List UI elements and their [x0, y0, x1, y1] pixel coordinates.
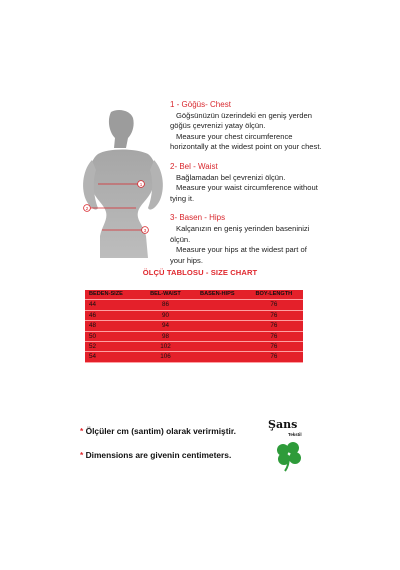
table-row [85, 321, 303, 331]
cell-hips [190, 352, 245, 362]
table-row [85, 300, 303, 310]
cell-waist: 102 [141, 342, 190, 352]
size-chart-title: ÖLÇÜ TABLOSU - SIZE CHART [142, 268, 258, 277]
header-waist: BEL-WAIST [141, 290, 190, 300]
cell-length: 76 [245, 300, 303, 310]
note-text: Dimensions are givenin centimeters. [85, 450, 232, 460]
cell-hips [190, 321, 245, 331]
cell-waist: 94 [141, 321, 190, 331]
table-row [85, 310, 303, 320]
marker-2 [84, 205, 91, 212]
header-hips: BASEN-HIPS [190, 290, 245, 300]
clover-icon [274, 440, 304, 472]
measure-hips-line: Measure your hips at the widest part of [176, 245, 307, 255]
table-row [85, 352, 303, 362]
measure-chest-line: göğüs çevrenizi yatay ölçün. [170, 121, 266, 131]
marker-1 [138, 181, 145, 188]
cell-size: 46 [85, 310, 141, 320]
size-table [85, 290, 303, 363]
cell-length: 76 [245, 310, 303, 320]
header-size: BEDEN-SIZE [85, 290, 141, 300]
cell-size: 44 [85, 300, 141, 310]
header-length: BOY-LENGTH [245, 290, 303, 300]
note-star: * [80, 426, 84, 436]
cell-hips [190, 300, 245, 310]
measure-hips-line: your hips. [170, 255, 203, 265]
marker-1-label: 1 [139, 182, 143, 187]
cell-hips [190, 342, 245, 352]
marker-2-label: 2 [85, 206, 89, 211]
measure-chest-line: Measure your chest circumference [176, 131, 293, 141]
measure-hips [170, 213, 390, 266]
measure-chest-line: Göğsünüzün üzerindeki en geniş yerden [176, 110, 312, 120]
measure-hips-line: Kalçanızın en geniş yerinden baseninizi [176, 223, 310, 233]
cell-hips [190, 310, 245, 320]
measure-hips-line: ölçün. [170, 234, 191, 244]
note-turkish [80, 426, 236, 436]
cell-size: 54 [85, 352, 141, 362]
table-row [85, 331, 303, 341]
measure-waist [170, 162, 390, 204]
table-header-row [85, 290, 303, 300]
note-english [80, 450, 231, 460]
cell-hips [190, 331, 245, 341]
measure-chest-title: 1 - Göğüs- Chest [170, 100, 231, 109]
cell-size: 48 [85, 321, 141, 331]
cell-size: 50 [85, 331, 141, 341]
cell-size: 52 [85, 342, 141, 352]
measurement-instructions [170, 100, 390, 271]
note-text: Ölçüler cm (santim) olarak verirmiştir. [85, 426, 236, 436]
cell-waist: 98 [141, 331, 190, 341]
measure-waist-title: 2- Bel - Waist [170, 161, 218, 171]
measure-chest-line: horizontally at the widest point on your chest. [170, 142, 322, 152]
cell-length: 76 [245, 331, 303, 341]
cell-length: 76 [245, 342, 303, 352]
mannequin-figure [78, 108, 168, 258]
table-row [85, 342, 303, 352]
note-star: * [80, 450, 84, 460]
measure-chest [170, 100, 390, 153]
cell-waist: 106 [141, 352, 190, 362]
measure-waist-line: Measure your waist circumference without [176, 183, 318, 193]
measure-hips-title: 3- Basen - Hips [170, 213, 226, 223]
cell-length: 76 [245, 352, 303, 362]
measure-waist-line: Bağlamadan bel çevrenizi ölçün. [176, 172, 286, 182]
marker-3-label: 3 [143, 228, 147, 233]
marker-3 [142, 227, 149, 234]
cell-length: 76 [245, 321, 303, 331]
cell-waist: 86 [141, 300, 190, 310]
brand-logo-sub: Tekstil [288, 432, 302, 437]
measure-waist-line: tying it. [170, 193, 195, 203]
cell-waist: 90 [141, 310, 190, 320]
brand-logo-word: Şans [268, 418, 298, 431]
